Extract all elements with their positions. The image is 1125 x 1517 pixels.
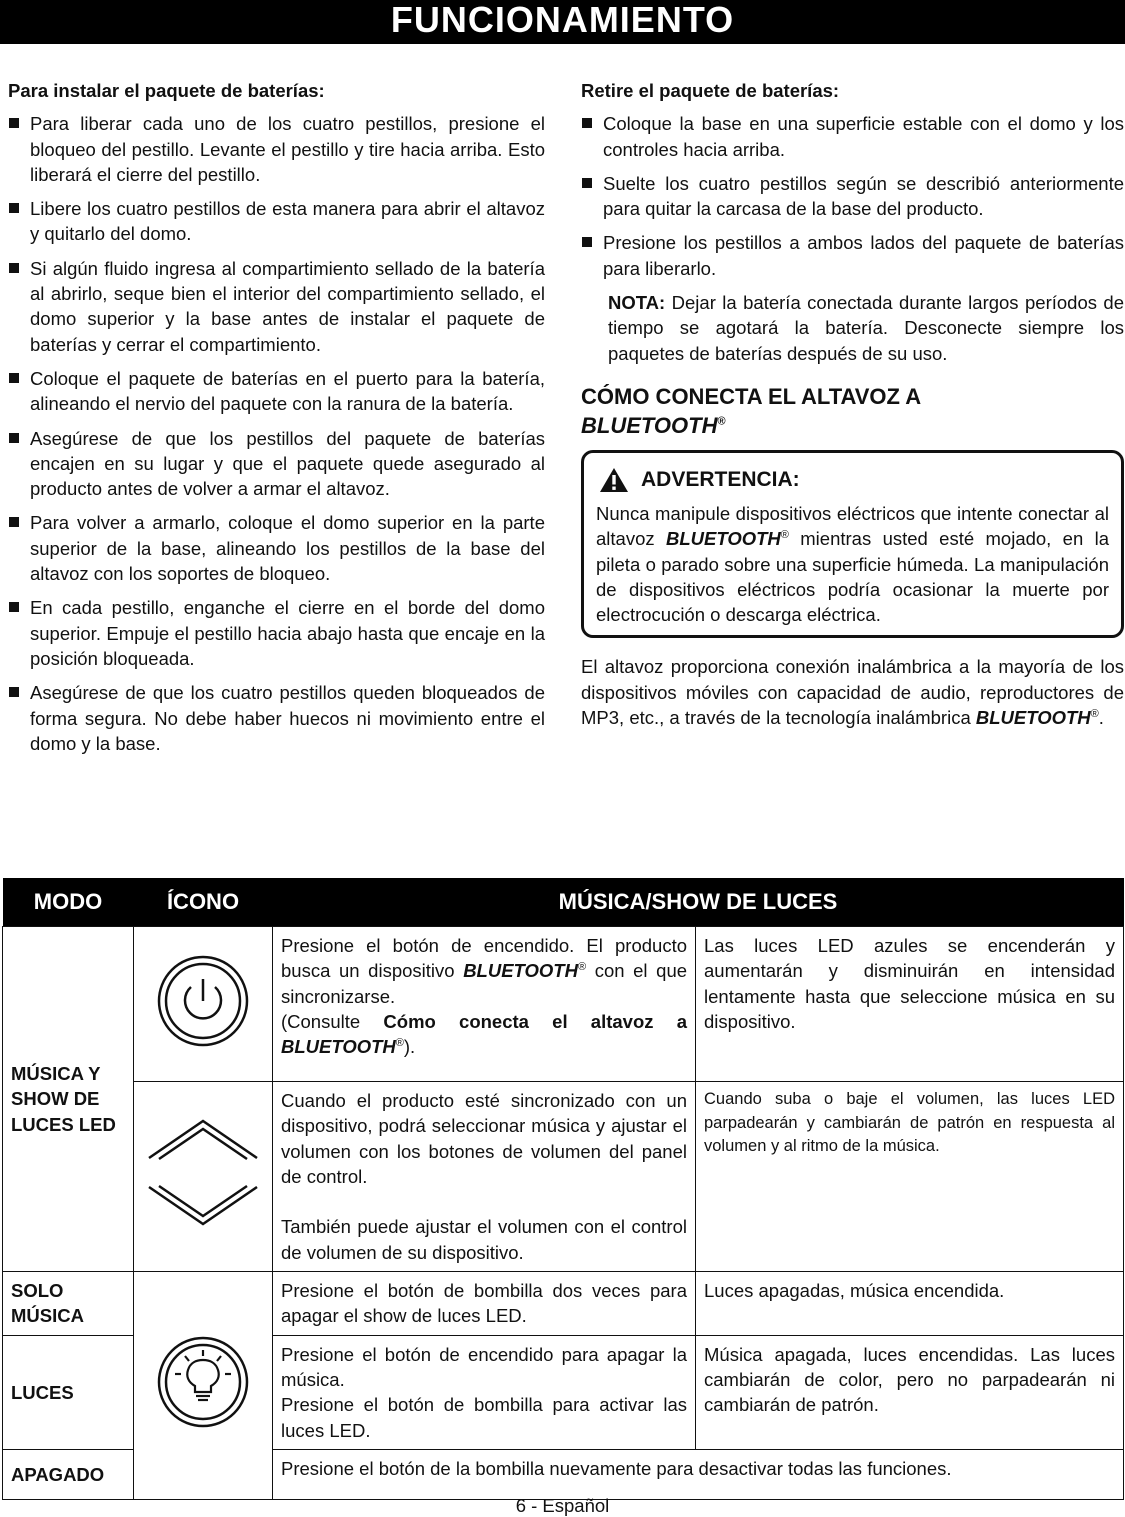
square-bullet-icon bbox=[9, 263, 19, 273]
page-number: 6 - Español bbox=[515, 1495, 610, 1516]
icon-cell bbox=[134, 1272, 273, 1500]
mode-music-light-show: MÚSICA Y SHOW DE LUCES LED bbox=[3, 927, 134, 1272]
bluetooth-section-link: Cómo conecta el altavoz a bbox=[383, 1010, 688, 1032]
square-bullet-icon bbox=[9, 602, 19, 612]
square-bullet-icon bbox=[9, 373, 19, 383]
mode-music-only: SOLO MÚSICA bbox=[3, 1272, 134, 1336]
row4-description: Presione el botón de encendido para apagar la música. Presione el botón de bombilla para activar las luces LED. bbox=[273, 1335, 696, 1449]
mode-lights: LUCES bbox=[3, 1335, 134, 1449]
square-bullet-icon bbox=[9, 433, 19, 443]
volume-up-down-icon bbox=[143, 1113, 263, 1233]
remove-battery-heading: Retire el paquete de baterías: bbox=[581, 80, 840, 101]
row1-description: Presione el botón de encendido. El producto busca un dispositivo BLUETOOTH® con el que sincronizarse. (Consulte Cómo conecta el altavoz a BLUETOOTH®). bbox=[273, 927, 696, 1082]
list-item: Libere los cuatro pestillos de esta manera para abrir el altavoz y quitarlo del domo. bbox=[8, 196, 545, 247]
warning-box bbox=[581, 450, 1124, 638]
table-header-row bbox=[3, 878, 1124, 927]
table-row bbox=[3, 1272, 1124, 1336]
list-item: Para volver a armarlo, coloque el domo superior en la parte superior de la base, alineando los pestillos de la base del altavoz con los soportes de bloqueo. bbox=[8, 510, 545, 586]
row3-result: Luces apagadas, música encendida. bbox=[696, 1272, 1124, 1336]
list-item: Asegúrese de que los cuatro pestillos queden bloqueados de forma segura. No debe haber huecos ni movimiento entre el domo y la base. bbox=[8, 680, 545, 756]
note-label: NOTA: bbox=[608, 292, 666, 314]
square-bullet-icon bbox=[9, 118, 19, 128]
left-column bbox=[8, 78, 545, 765]
table-row bbox=[3, 927, 1124, 1082]
column-header-mode: MODO bbox=[3, 878, 134, 927]
square-bullet-icon bbox=[582, 237, 592, 247]
square-bullet-icon bbox=[9, 687, 19, 697]
list-item: Coloque la base en una superficie estable con el domo y los controles hacia arriba. bbox=[581, 111, 1124, 162]
row3-description: Presione el botón de bombilla dos veces para apagar el show de luces LED. bbox=[273, 1272, 696, 1336]
row2-description: Cuando el producto esté sincronizado con un dispositivo, podrá seleccionar música y ajustar el volumen con los botones de volumen del panel de control. También puede ajustar el volumen con el control de volumen de su dispositivo. bbox=[273, 1082, 696, 1272]
right-column bbox=[581, 78, 1124, 730]
install-battery-heading: Para instalar el paquete de baterías: bbox=[8, 80, 325, 101]
list-item: Para liberar cada uno de los cuatro pestillos, presione el bloqueo del pestillo. Levante el pestillo y tire hacia arriba. Esto liberará el cierre del pestillo. bbox=[8, 111, 545, 187]
power-button-icon bbox=[155, 953, 251, 1049]
row1-result: Las luces LED azules se encenderán y aumentarán y disminuirán en intensidad lentamente hasta que seleccione música en su dispositivo. bbox=[696, 927, 1124, 1082]
list-item: Si algún fluido ingresa al compartimiento sellado de la batería al abrirlo, seque bien el interior del compartimiento sellado, el domo superior y la base antes de instalar el paquete de baterías y cerrar el compartimiento. bbox=[8, 256, 545, 357]
square-bullet-icon bbox=[9, 517, 19, 527]
square-bullet-icon bbox=[9, 203, 19, 213]
warning-heading: ADVERTENCIA: bbox=[596, 467, 1109, 493]
row5-description: Presione el botón de la bombilla nuevamente para desactivar todas las funciones. bbox=[273, 1449, 1124, 1499]
list-item: Suelte los cuatro pestillos según se describió anteriormente para quitar la carcasa de la base del producto. bbox=[581, 171, 1124, 222]
row4-result: Música apagada, luces encendidas. Las luces cambiarán de color, pero no parpadearán ni cambiarán de patrón. bbox=[696, 1335, 1124, 1449]
icon-cell bbox=[134, 1082, 273, 1272]
bluetooth-description: El altavoz proporciona conexión inalámbrica a la mayoría de los dispositivos móviles con capacidad de audio, reproductores de MP3, etc., a través de la tecnología inalámbrica BLUETOOTH®. bbox=[581, 656, 1124, 729]
list-item: Coloque el paquete de baterías en el puerto para la batería, alineando el nervio del paquete con la ranura de la batería. bbox=[8, 366, 545, 417]
square-bullet-icon bbox=[582, 178, 592, 188]
column-header-icon: ÍCONO bbox=[134, 878, 273, 927]
column-header-music: MÚSICA/SHOW DE LUCES bbox=[273, 878, 1124, 927]
list-item: Presione los pestillos a ambos lados del paquete de baterías para liberarlo. bbox=[581, 230, 1124, 281]
warning-text: Nunca manipule dispositivos eléctricos que intente conectar al altavoz BLUETOOTH® mientras usted esté mojado, en la pileta o parado sobre una superficie húmeda. La manipulación de dispositivos eléctricos podría ocasionar la muerte por electrocución o descarga eléctrica. bbox=[596, 502, 1110, 626]
warning-triangle-icon bbox=[599, 467, 629, 493]
icon-cell bbox=[134, 927, 273, 1082]
mode-off: APAGADO bbox=[3, 1449, 134, 1499]
mode-table bbox=[2, 878, 1124, 1500]
remove-steps-list bbox=[581, 111, 1124, 281]
battery-note: NOTA: Dejar la batería conectada durante largos períodos de tiempo se agotará la batería. Desconecte siempre los paquetes de baterías después de su uso. bbox=[608, 292, 1125, 364]
row2-result: Cuando suba o baje el volumen, las luces LED parpadearán y cambiarán de patrón en respuesta al volumen y al ritmo de la música. bbox=[696, 1082, 1124, 1272]
bluetooth-section-title: CÓMO CONECTA EL ALTAVOZ A BLUETOOTH® bbox=[581, 383, 922, 438]
list-item: En cada pestillo, enganche el cierre en el borde del domo superior. Empuje el pestillo hacia abajo hasta que encaje en la posición bloqueada. bbox=[8, 595, 545, 671]
list-item: Asegúrese de que los pestillos del paquete de baterías encajen en su lugar y que el paquete quede asegurado al producto antes de volver a armar el altavoz. bbox=[8, 426, 545, 502]
light-bulb-button-icon bbox=[155, 1334, 251, 1430]
page-title: FUNCIONAMIENTO bbox=[0, 0, 1125, 44]
square-bullet-icon bbox=[582, 118, 592, 128]
table-row bbox=[3, 1082, 1124, 1272]
install-steps-list bbox=[8, 111, 545, 756]
